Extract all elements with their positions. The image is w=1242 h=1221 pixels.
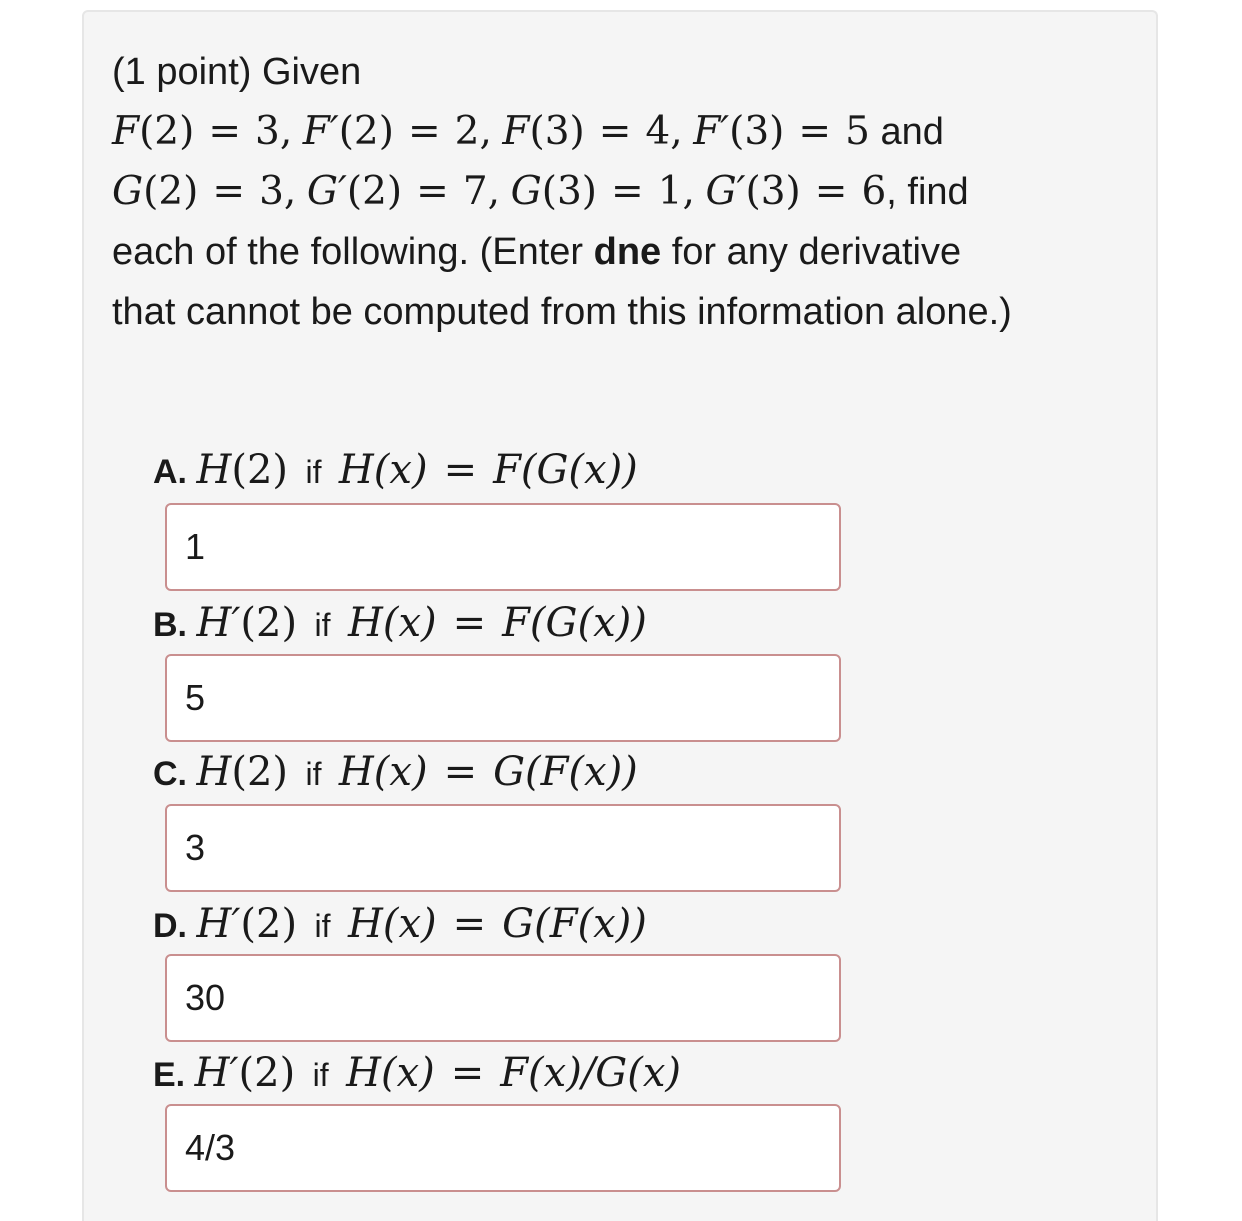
part-rhs: F(x)/G(x): [500, 1050, 682, 1096]
part-lhs-fn: H′: [196, 600, 241, 646]
part-h: H(x): [348, 901, 437, 947]
part-d-label: [153, 894, 647, 954]
equals-sign: =: [452, 901, 487, 947]
part-b-label: [153, 593, 647, 653]
equals-sign: =: [798, 109, 832, 154]
f3-value: 4,: [645, 109, 683, 154]
equals-sign: =: [212, 169, 246, 214]
part-h: H(x): [348, 600, 437, 646]
f2-fn: F: [112, 109, 140, 154]
g2-fn: G: [112, 169, 144, 214]
part-if: if: [314, 607, 331, 643]
answer-b-input[interactable]: [165, 654, 841, 742]
part-lhs-arg: (2): [231, 447, 289, 493]
g3-value: 1,: [657, 169, 695, 214]
part-lhs-fn: H′: [196, 901, 241, 947]
part-letter: D.: [153, 907, 187, 945]
part-if: if: [305, 454, 322, 490]
answer-a-input[interactable]: [165, 503, 841, 591]
part-rhs: F(G(x)): [493, 447, 638, 493]
problem-statement: [112, 42, 1142, 342]
equals-sign: =: [611, 169, 644, 214]
part-lhs-arg: (2): [231, 749, 289, 795]
equals-sign: =: [452, 600, 487, 646]
dne-keyword: dne: [593, 231, 662, 273]
part-letter: C.: [153, 755, 187, 793]
part-lhs-arg: (2): [240, 901, 298, 947]
part-if: if: [314, 908, 331, 944]
given-g-values: [112, 162, 1142, 222]
part-if: if: [312, 1057, 329, 1093]
equals-sign: =: [407, 109, 441, 154]
g3-arg: (3): [541, 169, 598, 214]
fp3-fn: F′: [693, 109, 730, 154]
equals-sign: =: [598, 109, 632, 154]
equals-sign: =: [208, 109, 241, 154]
instructions-line-1: [112, 222, 1142, 282]
fp2-fn: F′: [302, 109, 339, 154]
part-lhs-fn: H: [196, 447, 232, 493]
fp3-arg: (3): [729, 109, 785, 154]
fp3-value: 5: [845, 109, 870, 154]
answer-c-input[interactable]: [165, 804, 841, 892]
equals-sign: =: [814, 169, 848, 214]
f2-value: 3,: [255, 109, 293, 154]
equals-sign: =: [416, 169, 449, 214]
part-lhs-fn: H′: [194, 1050, 239, 1096]
gp2-value: 7,: [462, 169, 501, 214]
part-h: H(x): [346, 1050, 435, 1096]
part-letter: A.: [153, 453, 187, 491]
gp3-fn: G′: [705, 169, 746, 214]
part-letter: E.: [153, 1056, 186, 1094]
fp2-arg: (2): [338, 109, 394, 154]
part-rhs: F(G(x)): [502, 600, 647, 646]
fp2-value: 2,: [454, 109, 492, 154]
equals-sign: =: [450, 1050, 485, 1096]
equals-sign: =: [443, 749, 478, 795]
gp3-arg: (3): [745, 169, 801, 214]
part-lhs-arg: (2): [238, 1050, 296, 1096]
part-a-label: [153, 440, 638, 500]
f3-arg: (3): [529, 109, 585, 154]
part-rhs: G(F(x)): [502, 901, 647, 947]
part-e-label: [153, 1043, 681, 1103]
equals-sign: =: [443, 447, 478, 493]
part-if: if: [305, 756, 322, 792]
part-rhs: G(F(x)): [493, 749, 638, 795]
gp3-value: 6: [861, 169, 887, 214]
part-c-label: [153, 742, 638, 802]
part-letter: B.: [153, 606, 187, 644]
answer-d-input[interactable]: [165, 954, 841, 1042]
line2-tail: , find: [886, 171, 969, 213]
g2-arg: (2): [143, 169, 199, 214]
gp2-arg: (2): [346, 169, 403, 214]
line1-tail: and: [869, 111, 944, 153]
given-f-values: [112, 102, 1142, 162]
f3-fn: F: [502, 109, 530, 154]
answer-e-input[interactable]: [165, 1104, 841, 1192]
part-h: H(x): [338, 749, 428, 795]
part-lhs-arg: (2): [240, 600, 298, 646]
instructions-text-b: for any derivative: [661, 231, 962, 273]
part-h: H(x): [338, 447, 428, 493]
intro-prefix: (1 point) Given: [112, 51, 362, 93]
instructions-text-a: each of the following. (Enter: [112, 231, 594, 273]
gp2-fn: G′: [306, 169, 347, 214]
g2-value: 3,: [259, 169, 297, 214]
part-lhs-fn: H: [196, 749, 232, 795]
instructions-line-2: that cannot be computed from this information alone.): [112, 291, 1012, 333]
g3-fn: G: [510, 169, 542, 214]
f2-arg: (2): [139, 109, 195, 154]
